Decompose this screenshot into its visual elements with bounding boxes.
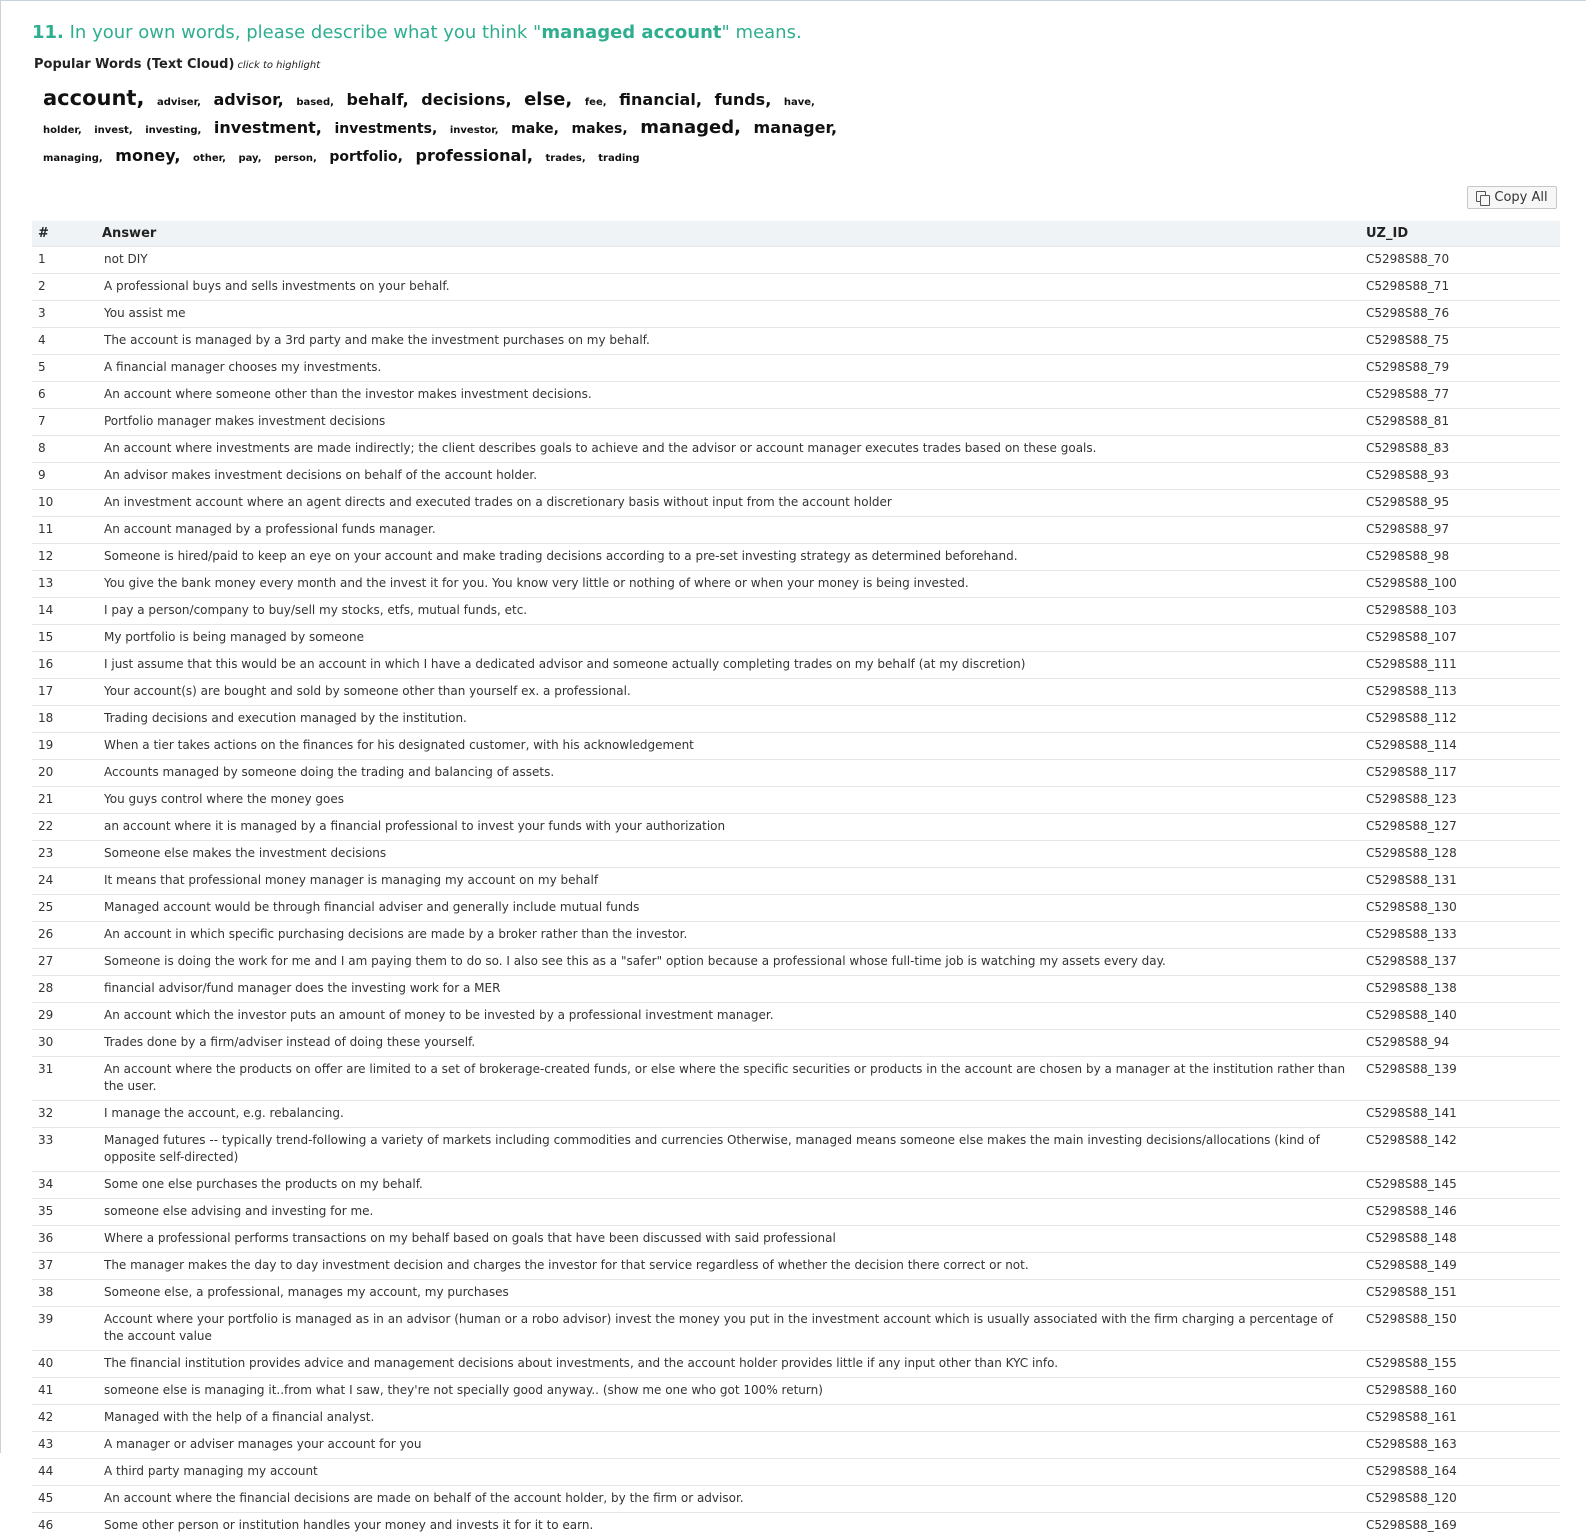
row-uz-id: C5298S88_70 xyxy=(1360,246,1560,273)
table-row xyxy=(32,1485,1560,1512)
table-row xyxy=(32,489,1560,516)
text-cloud-title-label: Popular Words (Text Cloud) xyxy=(34,57,235,72)
row-uz-id: C5298S88_103 xyxy=(1360,597,1560,624)
row-answer: Someone is hired/paid to keep an eye on your account and make trading decisions according to a pre-set investing strategy as determined beforehand. xyxy=(102,543,1360,570)
row-answer: An account where investments are made indirectly; the client describes goals to achieve and the advisor or account manager executes trades based on these goals. xyxy=(102,435,1360,462)
row-number: 20 xyxy=(32,759,102,786)
table-row xyxy=(32,1377,1560,1404)
table-row xyxy=(32,462,1560,489)
row-answer: An account managed by a professional funds manager. xyxy=(102,516,1360,543)
answers-table-container xyxy=(32,221,1560,1539)
row-number: 5 xyxy=(32,354,102,381)
cloud-word[interactable]: investment , xyxy=(214,118,322,137)
table-row xyxy=(32,1127,1560,1171)
row-answer: Where a professional performs transactions on my behalf based on goals that have been discussed with said professional xyxy=(102,1225,1360,1252)
cloud-word[interactable]: decisions , xyxy=(421,90,511,109)
row-number: 28 xyxy=(32,975,102,1002)
cloud-word[interactable]: other , xyxy=(193,153,226,164)
row-number: 16 xyxy=(32,651,102,678)
row-uz-id: C5298S88_97 xyxy=(1360,516,1560,543)
row-number: 43 xyxy=(32,1431,102,1458)
cloud-word[interactable]: manager , xyxy=(754,118,838,137)
header-answer: Answer xyxy=(102,225,157,241)
row-uz-id: C5298S88_151 xyxy=(1360,1279,1560,1306)
table-row xyxy=(32,813,1560,840)
copy-icon xyxy=(1476,191,1490,205)
row-number: 8 xyxy=(32,435,102,462)
cloud-word[interactable]: portfolio , xyxy=(329,149,403,165)
row-uz-id: C5298S88_71 xyxy=(1360,273,1560,300)
table-row xyxy=(32,597,1560,624)
question-number: 11. xyxy=(32,22,64,43)
row-number: 19 xyxy=(32,732,102,759)
row-answer: I just assume that this would be an account in which I have a dedicated advisor and someone actually completing trades on my behalf (at my discretion) xyxy=(102,651,1360,678)
copy-all-button[interactable] xyxy=(1467,186,1557,209)
row-uz-id: C5298S88_113 xyxy=(1360,678,1560,705)
table-row xyxy=(32,354,1560,381)
question-title xyxy=(32,22,802,43)
row-answer: Managed futures -- typically trend-following a variety of markets including commodities and currencies Otherwise, managed means someone else makes the main investing decisions/allocations (kind of opposite self-directed) xyxy=(102,1127,1360,1171)
row-uz-id: C5298S88_111 xyxy=(1360,651,1560,678)
table-row xyxy=(32,921,1560,948)
row-answer: An account where the products on offer are limited to a set of brokerage-created funds, or else where the specific securities or products in the account are chosen by a manager at the institution rather than the user. xyxy=(102,1056,1360,1100)
table-row xyxy=(32,624,1560,651)
row-number: 22 xyxy=(32,813,102,840)
text-cloud-title xyxy=(34,57,320,72)
row-answer: It means that professional money manager is managing my account on my behalf xyxy=(102,867,1360,894)
row-answer: I manage the account, e.g. rebalancing. xyxy=(102,1100,1360,1127)
row-answer: financial advisor/fund manager does the investing work for a MER xyxy=(102,975,1360,1002)
table-row xyxy=(32,786,1560,813)
row-uz-id: C5298S88_141 xyxy=(1360,1100,1560,1127)
table-row xyxy=(32,327,1560,354)
row-answer: My portfolio is being managed by someone xyxy=(102,624,1360,651)
row-answer: Some one else purchases the products on my behalf. xyxy=(102,1171,1360,1198)
table-row xyxy=(32,570,1560,597)
row-uz-id: C5298S88_128 xyxy=(1360,840,1560,867)
row-number: 2 xyxy=(32,273,102,300)
row-uz-id: C5298S88_77 xyxy=(1360,381,1560,408)
table-row xyxy=(32,435,1560,462)
table-row xyxy=(32,408,1560,435)
row-number: 32 xyxy=(32,1100,102,1127)
question-text-before: In your own words, please describe what you think " xyxy=(69,22,542,43)
row-number: 44 xyxy=(32,1458,102,1485)
row-answer: When a tier takes actions on the finances for his designated customer, with his acknowledgement xyxy=(102,732,1360,759)
row-answer: An account in which specific purchasing decisions are made by a broker rather than the investor. xyxy=(102,921,1360,948)
row-number: 15 xyxy=(32,624,102,651)
text-cloud xyxy=(43,86,873,171)
frame-top-border xyxy=(0,0,1586,1)
row-answer: A financial manager chooses my investments. xyxy=(102,354,1360,381)
cloud-word[interactable]: else , xyxy=(524,89,572,110)
row-uz-id: C5298S88_149 xyxy=(1360,1252,1560,1279)
table-row xyxy=(32,246,1560,273)
row-number: 27 xyxy=(32,948,102,975)
row-number: 23 xyxy=(32,840,102,867)
cloud-word[interactable]: makes , xyxy=(572,121,628,137)
text-cloud-hint: click to highlight xyxy=(237,60,321,71)
row-number: 31 xyxy=(32,1056,102,1100)
row-number: 9 xyxy=(32,462,102,489)
row-answer: Managed with the help of a financial analyst. xyxy=(102,1404,1360,1431)
row-number: 29 xyxy=(32,1002,102,1029)
table-row xyxy=(32,732,1560,759)
row-number: 13 xyxy=(32,570,102,597)
row-uz-id: C5298S88_160 xyxy=(1360,1377,1560,1404)
row-number: 21 xyxy=(32,786,102,813)
cloud-word[interactable]: have , xyxy=(784,97,815,108)
frame-left-border xyxy=(0,0,1,1453)
row-number: 6 xyxy=(32,381,102,408)
cloud-word[interactable]: investing , xyxy=(145,125,201,136)
row-answer: Portfolio manager makes investment decisions xyxy=(102,408,1360,435)
table-row xyxy=(32,1252,1560,1279)
row-uz-id: C5298S88_148 xyxy=(1360,1225,1560,1252)
table-row xyxy=(32,975,1560,1002)
cloud-word[interactable]: managed , xyxy=(640,117,741,138)
row-uz-id: C5298S88_131 xyxy=(1360,867,1560,894)
row-number: 45 xyxy=(32,1485,102,1512)
row-uz-id: C5298S88_142 xyxy=(1360,1127,1560,1171)
row-number: 4 xyxy=(32,327,102,354)
row-uz-id: C5298S88_169 xyxy=(1360,1512,1560,1539)
row-number: 42 xyxy=(32,1404,102,1431)
row-uz-id: C5298S88_163 xyxy=(1360,1431,1560,1458)
table-row xyxy=(32,543,1560,570)
table-row xyxy=(32,1431,1560,1458)
row-uz-id: C5298S88_107 xyxy=(1360,624,1560,651)
table-body xyxy=(32,246,1560,1539)
row-uz-id: C5298S88_93 xyxy=(1360,462,1560,489)
row-number: 39 xyxy=(32,1306,102,1350)
row-uz-id: C5298S88_145 xyxy=(1360,1171,1560,1198)
row-answer: not DIY xyxy=(102,246,1360,273)
cloud-word[interactable]: behalf , xyxy=(347,90,409,109)
row-number: 41 xyxy=(32,1377,102,1404)
row-uz-id: C5298S88_75 xyxy=(1360,327,1560,354)
cloud-word[interactable]: money , xyxy=(115,146,180,165)
row-answer: I pay a person/company to buy/sell my stocks, etfs, mutual funds, etc. xyxy=(102,597,1360,624)
answers-table xyxy=(32,221,1560,1539)
table-row xyxy=(32,867,1560,894)
table-row xyxy=(32,1198,1560,1225)
row-uz-id: C5298S88_112 xyxy=(1360,705,1560,732)
cloud-word[interactable]: investor , xyxy=(450,125,499,136)
row-uz-id: C5298S88_79 xyxy=(1360,354,1560,381)
cloud-word[interactable]: advisor , xyxy=(213,90,283,109)
row-uz-id: C5298S88_140 xyxy=(1360,1002,1560,1029)
table-row xyxy=(32,678,1560,705)
row-answer: A manager or adviser manages your account for you xyxy=(102,1431,1360,1458)
question-text-after: " means. xyxy=(721,22,802,43)
row-answer: An account which the investor puts an amount of money to be invested by a professional investment manager. xyxy=(102,1002,1360,1029)
cloud-word[interactable]: trading xyxy=(598,153,640,164)
row-number: 30 xyxy=(32,1029,102,1056)
cloud-word[interactable]: managing , xyxy=(43,153,103,164)
cloud-word[interactable]: invest , xyxy=(94,125,132,136)
row-uz-id: C5298S88_117 xyxy=(1360,759,1560,786)
row-number: 18 xyxy=(32,705,102,732)
row-number: 46 xyxy=(32,1512,102,1539)
row-uz-id: C5298S88_164 xyxy=(1360,1458,1560,1485)
table-row xyxy=(32,1002,1560,1029)
row-uz-id: C5298S88_94 xyxy=(1360,1029,1560,1056)
row-number: 34 xyxy=(32,1171,102,1198)
table-row xyxy=(32,1225,1560,1252)
cloud-word[interactable]: holder , xyxy=(43,125,82,136)
row-number: 40 xyxy=(32,1350,102,1377)
row-answer: A third party managing my account xyxy=(102,1458,1360,1485)
row-uz-id: C5298S88_100 xyxy=(1360,570,1560,597)
row-uz-id: C5298S88_114 xyxy=(1360,732,1560,759)
row-answer: Trading decisions and execution managed by the institution. xyxy=(102,705,1360,732)
table-header-row xyxy=(32,221,1560,246)
row-number: 17 xyxy=(32,678,102,705)
row-answer: The account is managed by a 3rd party and make the investment purchases on my behalf. xyxy=(102,327,1360,354)
row-number: 25 xyxy=(32,894,102,921)
cloud-word[interactable]: person , xyxy=(274,153,317,164)
cloud-word[interactable]: account , xyxy=(43,86,144,110)
row-answer: The manager makes the day to day investment decision and charges the investor for that service regardless of whether the decision there correct or not. xyxy=(102,1252,1360,1279)
row-uz-id: C5298S88_130 xyxy=(1360,894,1560,921)
row-answer: Accounts managed by someone doing the trading and balancing of assets. xyxy=(102,759,1360,786)
row-answer: A professional buys and sells investments on your behalf. xyxy=(102,273,1360,300)
row-answer: An account where someone other than the investor makes investment decisions. xyxy=(102,381,1360,408)
cloud-word[interactable]: funds , xyxy=(714,90,771,109)
cloud-word[interactable]: adviser , xyxy=(157,97,201,108)
table-row xyxy=(32,1279,1560,1306)
row-answer: You assist me xyxy=(102,300,1360,327)
row-uz-id: C5298S88_81 xyxy=(1360,408,1560,435)
cloud-word[interactable]: fee , xyxy=(585,97,607,108)
row-answer: You give the bank money every month and the invest it for you. You know very little or nothing of where or when your money is being invested. xyxy=(102,570,1360,597)
row-number: 38 xyxy=(32,1279,102,1306)
header-uz-id: UZ_ID xyxy=(1366,225,1409,241)
row-uz-id: C5298S88_137 xyxy=(1360,948,1560,975)
table-row xyxy=(32,273,1560,300)
row-number: 26 xyxy=(32,921,102,948)
row-uz-id: C5298S88_146 xyxy=(1360,1198,1560,1225)
row-uz-id: C5298S88_139 xyxy=(1360,1056,1560,1100)
question-emphasis: managed account xyxy=(541,22,722,43)
row-answer: Trades done by a firm/adviser instead of doing these yourself. xyxy=(102,1029,1360,1056)
row-uz-id: C5298S88_161 xyxy=(1360,1404,1560,1431)
row-answer: Someone is doing the work for me and I am paying them to do so. I also see this as a "safer" option because a professional whose full-time job is watching my assets every day. xyxy=(102,948,1360,975)
row-answer: You guys control where the money goes xyxy=(102,786,1360,813)
table-row xyxy=(32,948,1560,975)
row-answer: Managed account would be through financial adviser and generally include mutual funds xyxy=(102,894,1360,921)
row-answer: An investment account where an agent directs and executed trades on a discretionary basis without input from the account holder xyxy=(102,489,1360,516)
header-number: # xyxy=(38,225,49,241)
table-row xyxy=(32,300,1560,327)
table-row xyxy=(32,1350,1560,1377)
row-number: 7 xyxy=(32,408,102,435)
row-uz-id: C5298S88_120 xyxy=(1360,1485,1560,1512)
row-number: 24 xyxy=(32,867,102,894)
cloud-word[interactable]: financial , xyxy=(619,90,702,109)
table-row xyxy=(32,1171,1560,1198)
row-uz-id: C5298S88_150 xyxy=(1360,1306,1560,1350)
row-number: 36 xyxy=(32,1225,102,1252)
row-number: 37 xyxy=(32,1252,102,1279)
row-number: 1 xyxy=(32,246,102,273)
table-row xyxy=(32,516,1560,543)
table-row xyxy=(32,840,1560,867)
table-row xyxy=(32,1306,1560,1350)
cloud-word[interactable]: trades , xyxy=(545,153,585,164)
row-uz-id: C5298S88_138 xyxy=(1360,975,1560,1002)
table-row xyxy=(32,1029,1560,1056)
row-answer: Your account(s) are bought and sold by someone other than yourself ex. a professional. xyxy=(102,678,1360,705)
cloud-word[interactable]: investments , xyxy=(334,121,437,137)
row-uz-id: C5298S88_76 xyxy=(1360,300,1560,327)
row-number: 11 xyxy=(32,516,102,543)
row-uz-id: C5298S88_155 xyxy=(1360,1350,1560,1377)
table-row xyxy=(32,1056,1560,1100)
row-uz-id: C5298S88_98 xyxy=(1360,543,1560,570)
copy-all-label: Copy All xyxy=(1494,190,1548,205)
cloud-word[interactable]: make , xyxy=(511,121,559,137)
row-answer: Someone else makes the investment decisions xyxy=(102,840,1360,867)
row-answer: Someone else, a professional, manages my account, my purchases xyxy=(102,1279,1360,1306)
row-uz-id: C5298S88_123 xyxy=(1360,786,1560,813)
table-row xyxy=(32,381,1560,408)
row-answer: an account where it is managed by a financial professional to invest your funds with your authorization xyxy=(102,813,1360,840)
table-row xyxy=(32,1512,1560,1539)
row-answer: An advisor makes investment decisions on behalf of the account holder. xyxy=(102,462,1360,489)
row-answer: someone else is managing it..from what I saw, they're not specially good anyway.. (show me one who got 100% return) xyxy=(102,1377,1360,1404)
row-uz-id: C5298S88_83 xyxy=(1360,435,1560,462)
cloud-word[interactable]: pay , xyxy=(238,153,261,164)
table-row xyxy=(32,1404,1560,1431)
row-answer: Account where your portfolio is managed as in an advisor (human or a robo advisor) invest the money you put in the investment account which is usually associated with the firm charging a percentage of the account value xyxy=(102,1306,1360,1350)
table-row xyxy=(32,759,1560,786)
row-number: 12 xyxy=(32,543,102,570)
row-uz-id: C5298S88_95 xyxy=(1360,489,1560,516)
row-number: 3 xyxy=(32,300,102,327)
table-row xyxy=(32,705,1560,732)
table-row xyxy=(32,894,1560,921)
row-answer: someone else advising and investing for me. xyxy=(102,1198,1360,1225)
row-uz-id: C5298S88_133 xyxy=(1360,921,1560,948)
table-row xyxy=(32,1100,1560,1127)
row-number: 10 xyxy=(32,489,102,516)
row-number: 35 xyxy=(32,1198,102,1225)
cloud-word[interactable]: professional , xyxy=(415,146,532,165)
cloud-word[interactable]: based , xyxy=(296,97,334,108)
table-row xyxy=(32,651,1560,678)
table-row xyxy=(32,1458,1560,1485)
row-number: 33 xyxy=(32,1127,102,1171)
row-answer: An account where the financial decisions are made on behalf of the account holder, by the firm or advisor. xyxy=(102,1485,1360,1512)
row-uz-id: C5298S88_127 xyxy=(1360,813,1560,840)
row-answer: Some other person or institution handles your money and invests it for it to earn. xyxy=(102,1512,1360,1539)
row-number: 14 xyxy=(32,597,102,624)
row-answer: The financial institution provides advice and management decisions about investments, and the account holder provides little if any input other than KYC info. xyxy=(102,1350,1360,1377)
